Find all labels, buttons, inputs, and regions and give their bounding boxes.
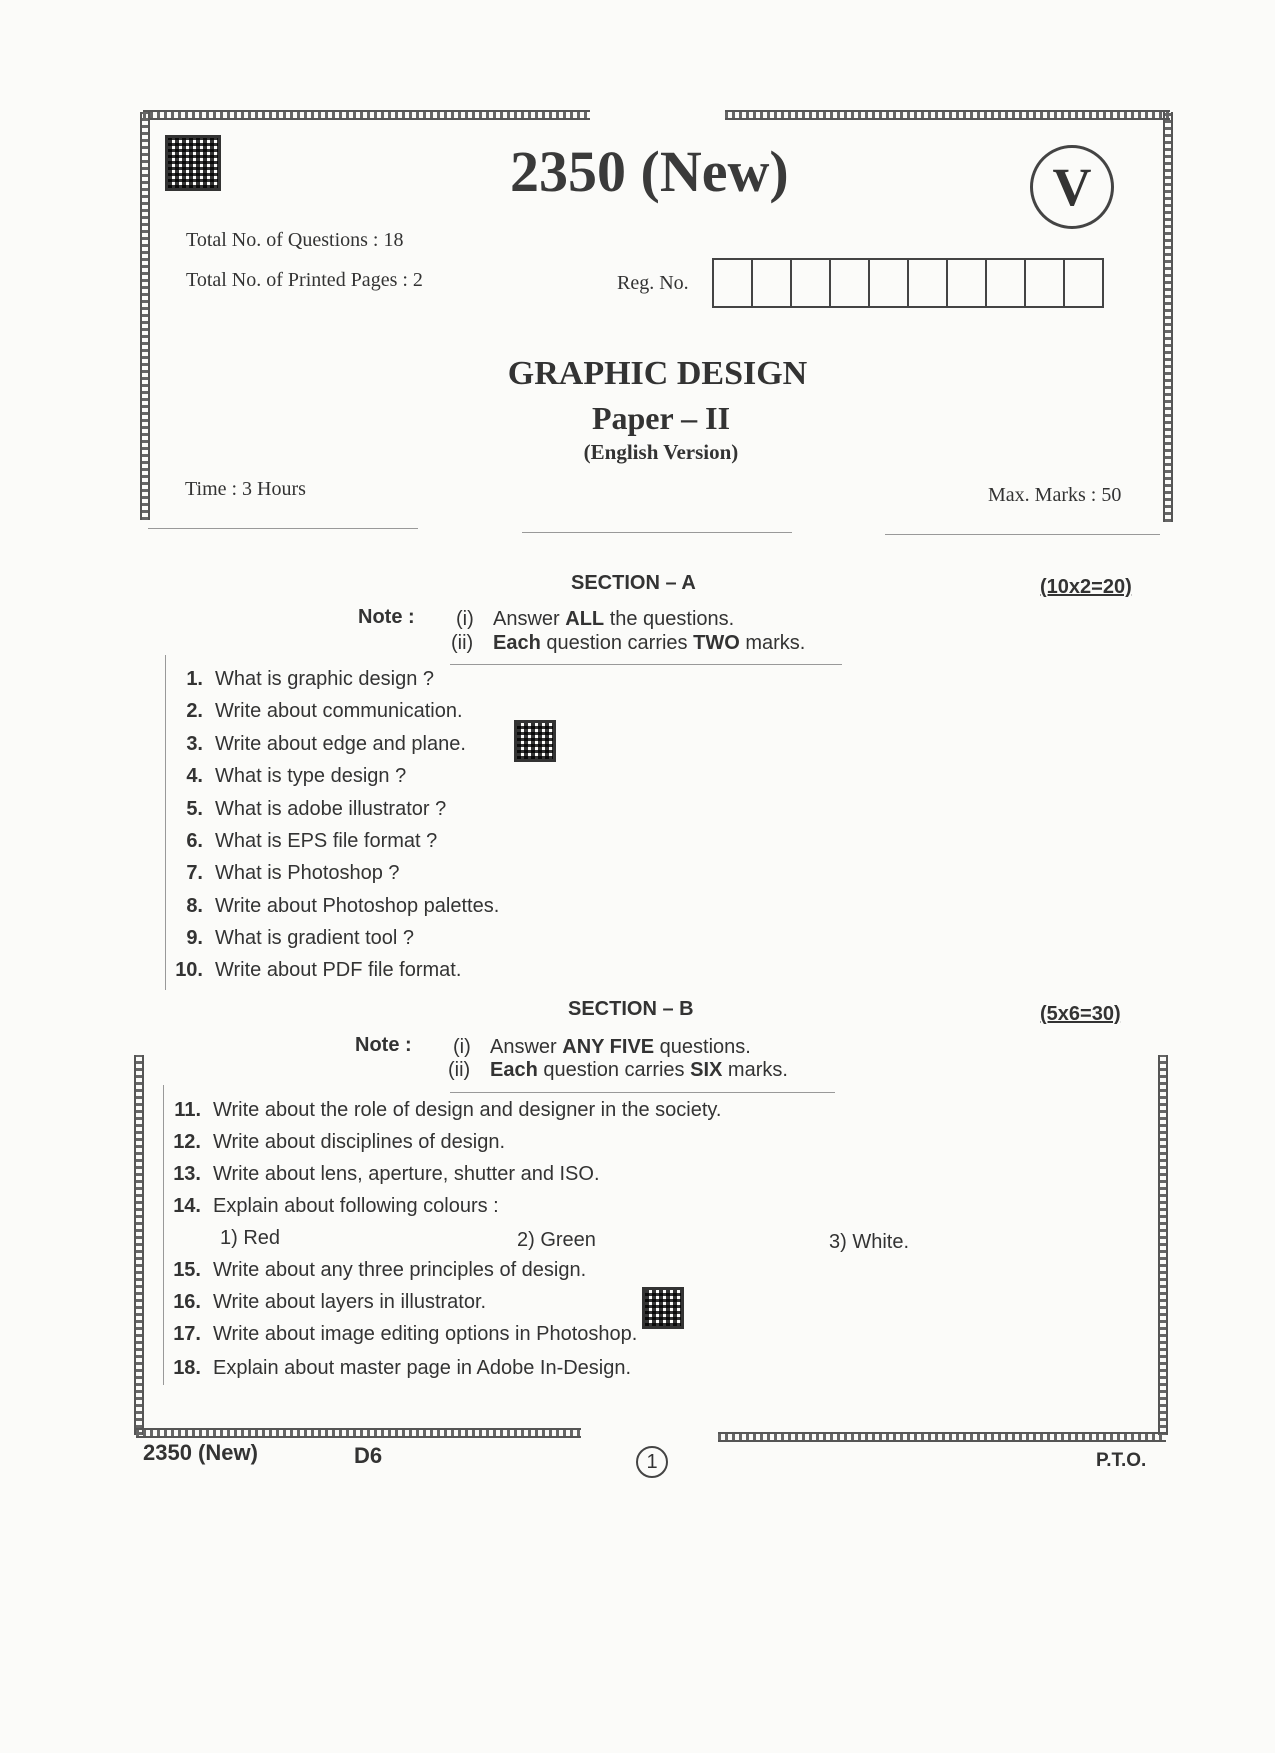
decorative-border-bottom-right bbox=[718, 1432, 1166, 1442]
question-item bbox=[165, 700, 463, 723]
reg-no-input-boxes[interactable] bbox=[712, 258, 1104, 308]
datamatrix-code-icon bbox=[165, 135, 221, 191]
question-text: Explain about master page in Adobe In-Design. bbox=[213, 1357, 632, 1379]
question-item bbox=[163, 1163, 600, 1186]
colour-option-white: 3) White. bbox=[829, 1231, 910, 1253]
question-number: 7. bbox=[186, 862, 203, 884]
paper-number: Paper – II bbox=[591, 400, 731, 436]
divider bbox=[522, 532, 792, 533]
decorative-border-right bbox=[1158, 1055, 1168, 1435]
note-item-2: Each question carries SIX marks. bbox=[490, 1059, 788, 1081]
question-text: Write about image editing options in Photoshop. bbox=[213, 1323, 638, 1345]
question-number: 10. bbox=[175, 959, 203, 981]
question-text: Write about communication. bbox=[215, 700, 463, 722]
question-text: Write about disciplines of design. bbox=[213, 1131, 506, 1153]
reg-no-label: Reg. No. bbox=[617, 272, 689, 294]
question-number: 4. bbox=[186, 765, 203, 787]
question-item bbox=[165, 668, 434, 691]
question-text: What is adobe illustrator ? bbox=[215, 798, 447, 820]
question-number: 9. bbox=[186, 927, 203, 949]
question-text: Write about PDF file format. bbox=[215, 959, 462, 981]
section-a-marks: (10x2=20) bbox=[1040, 576, 1132, 598]
question-number: 14. bbox=[173, 1195, 201, 1217]
note-item-1-num: (i) bbox=[456, 608, 474, 630]
question-item bbox=[163, 1131, 505, 1154]
question-number: 16. bbox=[173, 1291, 201, 1313]
note-item-1-num: (i) bbox=[453, 1036, 471, 1058]
note-label: Note : bbox=[358, 606, 415, 628]
question-text: Write about any three principles of design. bbox=[213, 1259, 587, 1281]
footer-paper-code: 2350 (New) bbox=[143, 1440, 258, 1465]
total-questions: Total No. of Questions : 18 bbox=[186, 229, 404, 251]
question-number: 13. bbox=[173, 1163, 201, 1185]
footer-series: D6 bbox=[354, 1443, 383, 1468]
note-item-1: Answer ANY FIVE questions. bbox=[490, 1036, 751, 1058]
question-text: What is graphic design ? bbox=[215, 668, 435, 690]
divider bbox=[885, 534, 1160, 535]
question-item bbox=[165, 765, 406, 788]
question-item bbox=[165, 862, 400, 885]
divider bbox=[450, 664, 842, 665]
question-text: What is EPS file format ? bbox=[215, 830, 438, 852]
question-item bbox=[163, 1195, 499, 1218]
version-label: (English Version) bbox=[583, 440, 739, 464]
note-item-2-num: (ii) bbox=[451, 632, 474, 654]
section-a-title: SECTION – A bbox=[571, 572, 696, 594]
decorative-border-left bbox=[134, 1055, 144, 1435]
question-number: 17. bbox=[173, 1323, 201, 1345]
section-b-marks: (5x6=30) bbox=[1040, 1003, 1121, 1025]
note-item-2: Each question carries TWO marks. bbox=[493, 632, 806, 654]
question-text: What is gradient tool ? bbox=[215, 927, 414, 949]
note-item-1: Answer ALL the questions. bbox=[493, 608, 735, 630]
max-marks-label: Max. Marks : 50 bbox=[988, 484, 1122, 506]
question-number: 2. bbox=[186, 700, 203, 722]
question-item bbox=[165, 895, 499, 918]
question-item bbox=[165, 798, 446, 821]
paper-code: 2350 (New) bbox=[510, 139, 789, 204]
question-number: 3. bbox=[186, 733, 203, 755]
set-letter-badge: V bbox=[1030, 145, 1114, 229]
question-item bbox=[163, 1099, 721, 1122]
question-number: 18. bbox=[173, 1357, 201, 1379]
question-item bbox=[165, 927, 414, 950]
question-number: 1. bbox=[186, 668, 203, 690]
question-text: What is type design ? bbox=[215, 765, 407, 787]
question-number: 12. bbox=[173, 1131, 201, 1153]
question-text: Write about layers in illustrator. bbox=[213, 1291, 487, 1313]
question-item bbox=[165, 959, 461, 982]
question-text: Write about the role of design and designer in the society. bbox=[213, 1099, 722, 1121]
question-text: What is Photoshop ? bbox=[215, 862, 400, 884]
subject-title: GRAPHIC DESIGN bbox=[507, 355, 808, 392]
decorative-border-top-right bbox=[725, 110, 1170, 120]
question-number: 11. bbox=[174, 1099, 201, 1121]
colour-option-red: 1) Red bbox=[220, 1227, 281, 1249]
decorative-border-top-left bbox=[143, 110, 590, 120]
decorative-border-bottom-left bbox=[136, 1428, 581, 1438]
question-item bbox=[165, 830, 437, 853]
divider bbox=[450, 1092, 835, 1093]
note-label: Note : bbox=[355, 1034, 412, 1056]
please-turn-over: P.T.O. bbox=[1096, 1450, 1147, 1471]
page-number: 1 bbox=[636, 1446, 668, 1478]
question-number: 6. bbox=[186, 830, 203, 852]
qr-code-icon bbox=[514, 720, 556, 762]
question-item bbox=[165, 733, 466, 756]
question-text: Explain about following colours : bbox=[213, 1195, 499, 1217]
question-item bbox=[163, 1323, 637, 1346]
question-text: Write about Photoshop palettes. bbox=[215, 895, 500, 917]
question-item bbox=[163, 1259, 586, 1282]
question-number: 5. bbox=[186, 798, 203, 820]
printed-pages: Total No. of Printed Pages : 2 bbox=[186, 269, 423, 291]
time-label: Time : 3 Hours bbox=[185, 478, 306, 500]
question-item bbox=[163, 1357, 631, 1380]
divider bbox=[148, 528, 418, 529]
section-b-title: SECTION – B bbox=[568, 998, 694, 1020]
note-item-2-num: (ii) bbox=[448, 1059, 471, 1081]
question-number: 15. bbox=[173, 1259, 201, 1281]
colour-option-green: 2) Green bbox=[517, 1229, 596, 1251]
qr-code-icon bbox=[642, 1287, 684, 1329]
question-item bbox=[163, 1291, 486, 1314]
question-number: 8. bbox=[186, 895, 203, 917]
question-text: Write about lens, aperture, shutter and ISO. bbox=[213, 1163, 600, 1185]
question-text: Write about edge and plane. bbox=[215, 733, 466, 755]
